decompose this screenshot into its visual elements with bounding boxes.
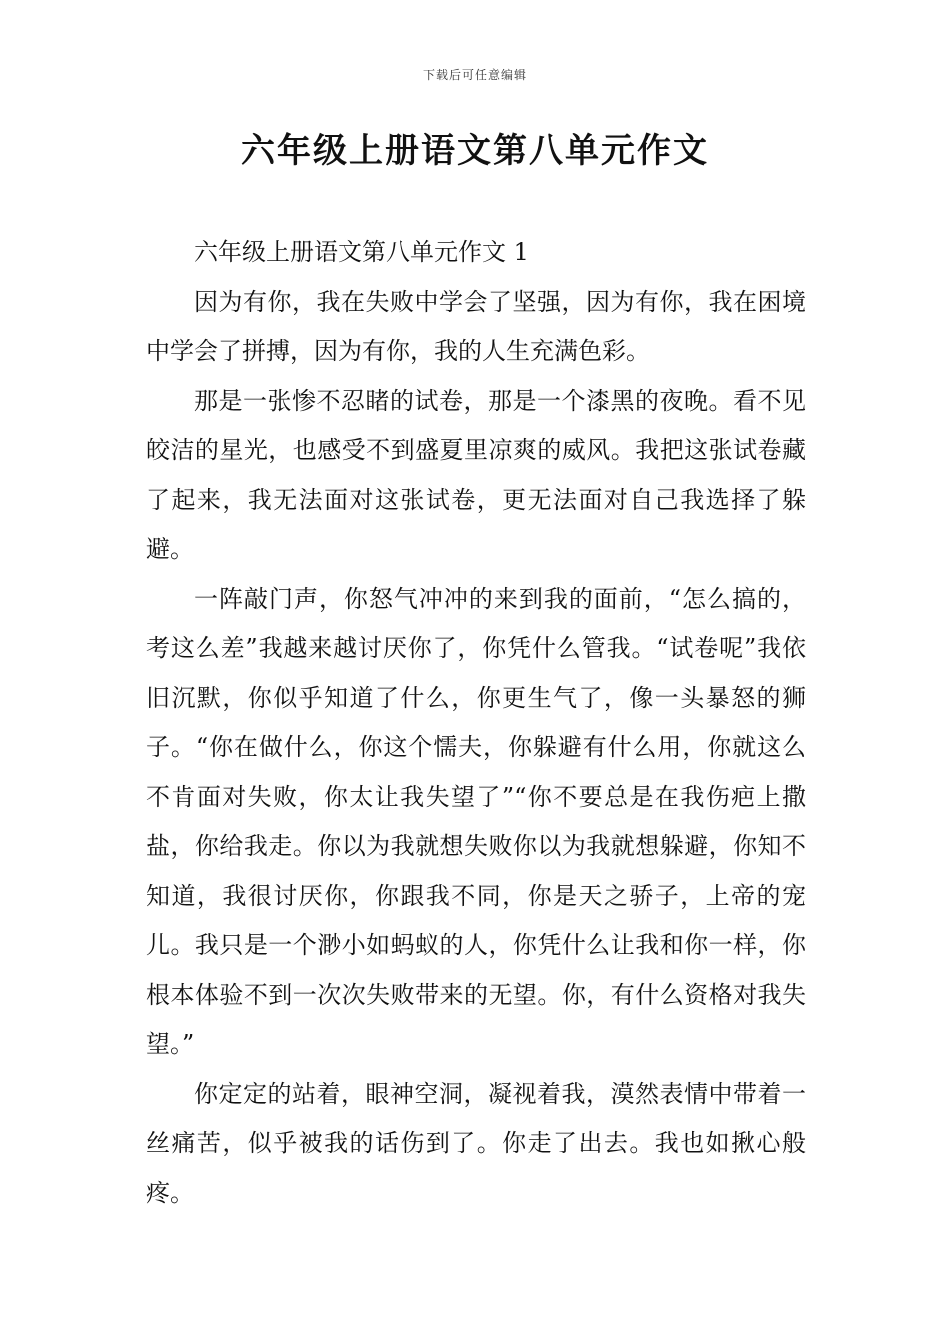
paragraph: 你定定的站着，眼神空洞，凝视着我，漠然表情中带着一丝痛苦，似乎被我的话伤到了。你走了出去。我也如揪心般疼。 [146, 1079, 806, 1207]
header-note: 下载后可任意编辑 [422, 68, 527, 82]
paragraph: 因为有你，我在失败中学会了坚强，因为有你，我在困境中学会了拼搏，因为有你，我的人生充满色彩。 [146, 287, 806, 365]
paragraph-subtitle: 六年级上册语文第八单元作文 1 [194, 238, 529, 266]
document-body [146, 228, 806, 1218]
paragraph: 一阵敲门声，你怒气冲冲的来到我的面前，“怎么搞的，考这么差”我越来越讨厌你了，你凭什么管我。“试卷呢”我依旧沉默，你似乎知道了什么，你更生气了，像一头暴怒的狮子。“你在做什么，你这个懦夫，你躲避有什么用，你就这么不肯面对失败，你太让我失望了”“你不要总是在我伤疤上撒盐，你给我走。你以为我就想失败你以为我就想躲避，你知不知道，我很讨厌你，你跟我不同，你是天之骄子，上帝的宠儿。我只是一个渺小如蚂蚁的人，你凭什么让我和你一样，你根本体验不到一次次失败带来的无望。你，有什么资格对我失望。” [146, 584, 806, 1058]
document-title: 六年级上册语文第八单元作文 [241, 131, 709, 171]
paragraph: 那是一张惨不忍睹的试卷，那是一个漆黑的夜晚。看不见皎洁的星光，也感受不到盛夏里凉爽的威风。我把这张试卷藏了起来，我无法面对这张试卷，更无法面对自己我选择了躲避。 [146, 386, 806, 563]
